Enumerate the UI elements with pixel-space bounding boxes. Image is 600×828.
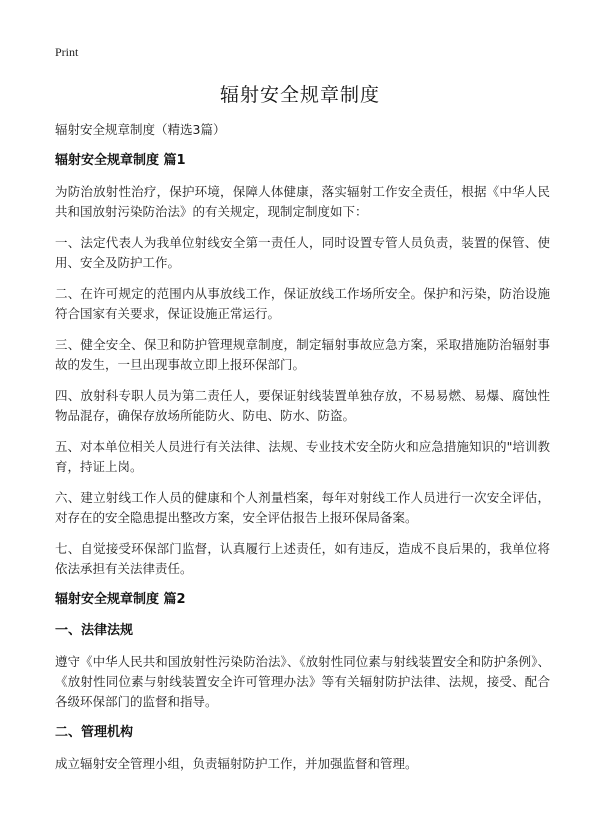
document-body — [55, 120, 550, 785]
paragraph-item-3: 三、健全安全、保卫和防护管理规章制度，制定辐射事故应急方案，采取措施防治辐射事故的发生，一旦出现事故立即上报环保部门。 — [55, 337, 550, 372]
print-label: Print — [55, 45, 79, 59]
section-heading: 辐射安全规章制度 篇2 — [55, 592, 186, 607]
document-subtitle: 辐射安全规章制度（精选3篇） — [55, 122, 226, 137]
paragraph-item-5: 五、对本单位相关人员进行有关法律、法规、专业技术安全防火和应急措施知识的"培训教育，持证上岗。 — [55, 439, 550, 474]
section-heading: 辐射安全规章制度 篇1 — [55, 153, 186, 168]
subsection-heading-management: 二、管理机构 — [55, 725, 134, 740]
section-1 — [55, 151, 550, 579]
paragraph-management: 成立辐射安全管理小组，负责辐射防护工作，并加强监督和管理。 — [55, 756, 418, 771]
section-2 — [55, 590, 550, 774]
subsection-heading-laws: 一、法律法规 — [55, 623, 134, 638]
paragraph-intro: 为防治放射性治疗，保护环境，保障人体健康，落实辐射工作安全责任，根据《中华人民共和国放射污染防治法》的有关规定，现制定制度如下： — [55, 184, 550, 219]
paragraph-item-2: 二、在许可规定的范围内从事放线工作，保证放线工作场所安全。保护和污染，防治设施符合国家有关要求，保证设施正常运行。 — [55, 286, 550, 321]
page-title: 辐射安全规章制度 — [219, 84, 380, 106]
paragraph-item-7: 七、自觉接受环保部门监督，认真履行上述责任，如有违反，造成不良后果的，我单位将依法承担有关法律责任。 — [55, 541, 550, 576]
paragraph-laws: 遵守《中华人民共和国放射性污染防治法》、《放射性同位素与射线装置安全和防护条例》、《放射性同位素与射线装置安全许可管理办法》等有关辐射防护法律、法规，接受、配合各级环保部门的监督和指导。 — [55, 654, 550, 709]
paragraph-item-1: 一、法定代表人为我单位射线安全第一责任人，同时设置专管人员负责，装置的保管、使用、安全及防护工作。 — [55, 235, 550, 270]
paragraph-item-6: 六、建立射线工作人员的健康和个人剂量档案，每年对射线工作人员进行一次安全评估，对存在的安全隐患提出整改方案，安全评估报告上报环保局备案。 — [55, 490, 550, 525]
paragraph-item-4: 四、放射科专职人员为第二责任人，要保证射线装置单独存放，不易易燃、易爆、腐蚀性物品混存，确保存放场所能防火、防电、防水、防盗。 — [55, 388, 550, 423]
